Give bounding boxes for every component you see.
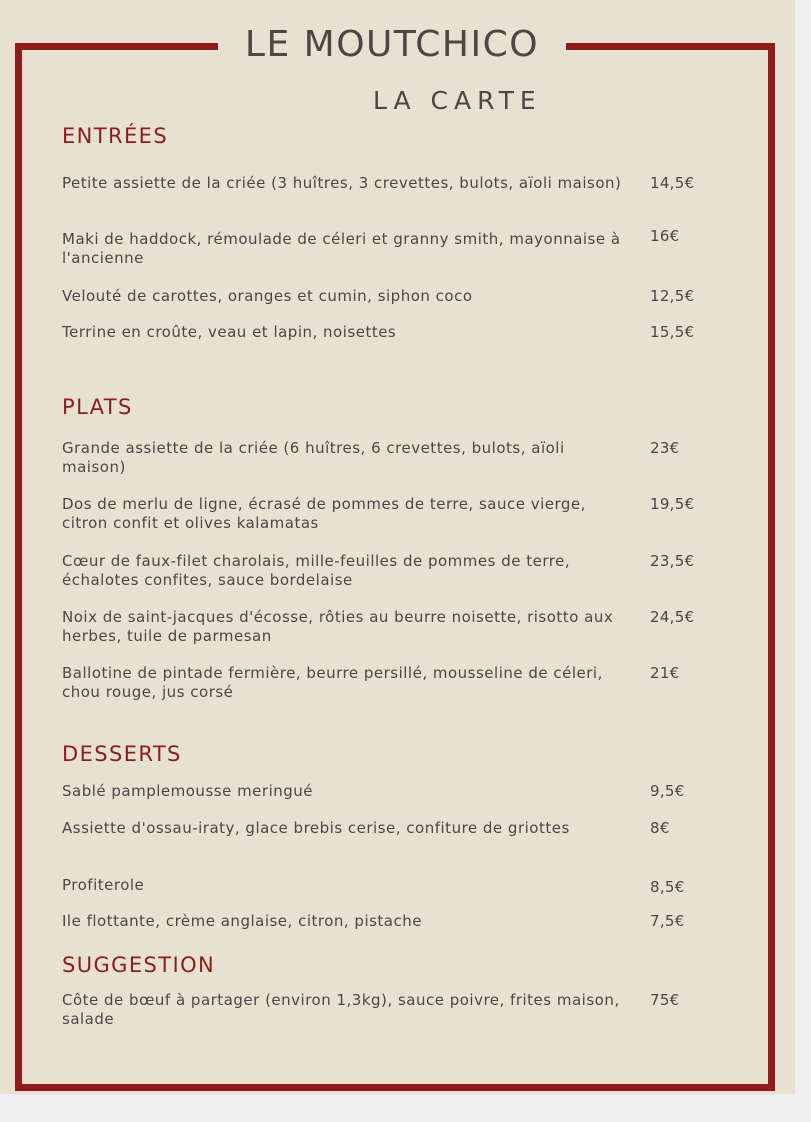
menu-item-name: Sablé pamplemousse meringué [62, 782, 314, 800]
menu-item-name: Cœur de faux-filet charolais, mille-feuilles de pommes de terre, échalotes confites, sauce bordelaise [62, 552, 571, 589]
page-edge-bottom [0, 1094, 811, 1122]
menu-item-name: Profiterole [62, 876, 145, 894]
menu-item-name: Côte de bœuf à partager (environ 1,3kg), sauce poivre, frites maison, salade [62, 991, 620, 1028]
menu-item-price: 24,5€ [650, 608, 695, 626]
section-title-suggestion: SUGGESTION [62, 953, 216, 977]
menu-item-price: 16€ [650, 227, 680, 245]
menu-item-price: 8€ [650, 819, 670, 837]
menu-subtitle: LA CARTE [373, 86, 542, 115]
menu-item-price: 12,5€ [650, 287, 695, 305]
page-edge-right [795, 0, 811, 1122]
menu-item-name: Terrine en croûte, veau et lapin, noisettes [62, 323, 397, 341]
section-title-entrees: ENTRÉES [62, 124, 169, 148]
menu-item-price: 23,5€ [650, 552, 695, 570]
menu-item-name: Assiette d'ossau-iraty, glace brebis cerise, confiture de griottes [62, 819, 570, 837]
menu-item-price: 9,5€ [650, 782, 685, 800]
menu-item-price: 23€ [650, 439, 680, 457]
menu-item-price: 21€ [650, 664, 680, 682]
menu-item-name: Grande assiette de la criée (6 huîtres, 6 crevettes, bulots, aïoli maison) [62, 439, 565, 476]
menu-item-name: Noix de saint-jacques d'écosse, rôties au beurre noisette, risotto aux herbes, tuile de parmesan [62, 608, 614, 645]
menu-item-name: Ile flottante, crème anglaise, citron, pistache [62, 912, 422, 930]
menu-item-name: Dos de merlu de ligne, écrasé de pommes de terre, sauce vierge, citron confit et olives kalamatas [62, 495, 586, 532]
menu-item-price: 75€ [650, 991, 680, 1009]
menu-item-name: Ballotine de pintade fermière, beurre persillé, mousseline de céleri, chou rouge, jus corsé [62, 664, 603, 701]
section-title-plats: PLATS [62, 395, 133, 419]
restaurant-title: LE MOUTCHICO [244, 24, 540, 65]
section-title-desserts: DESSERTS [62, 742, 182, 766]
menu-item-name: Velouté de carottes, oranges et cumin, siphon coco [62, 287, 473, 305]
menu-item-price: 19,5€ [650, 495, 695, 513]
menu-item-price: 14,5€ [650, 174, 695, 192]
menu-item-price: 8,5€ [650, 878, 685, 896]
menu-item-name: Maki de haddock, rémoulade de céleri et granny smith, mayonnaise à l'ancienne [62, 230, 621, 267]
menu-item-price: 7,5€ [650, 912, 685, 930]
menu-item-name: Petite assiette de la criée (3 huîtres, 3 crevettes, bulots, aïoli maison) [62, 174, 622, 192]
menu-item-price: 15,5€ [650, 323, 695, 341]
